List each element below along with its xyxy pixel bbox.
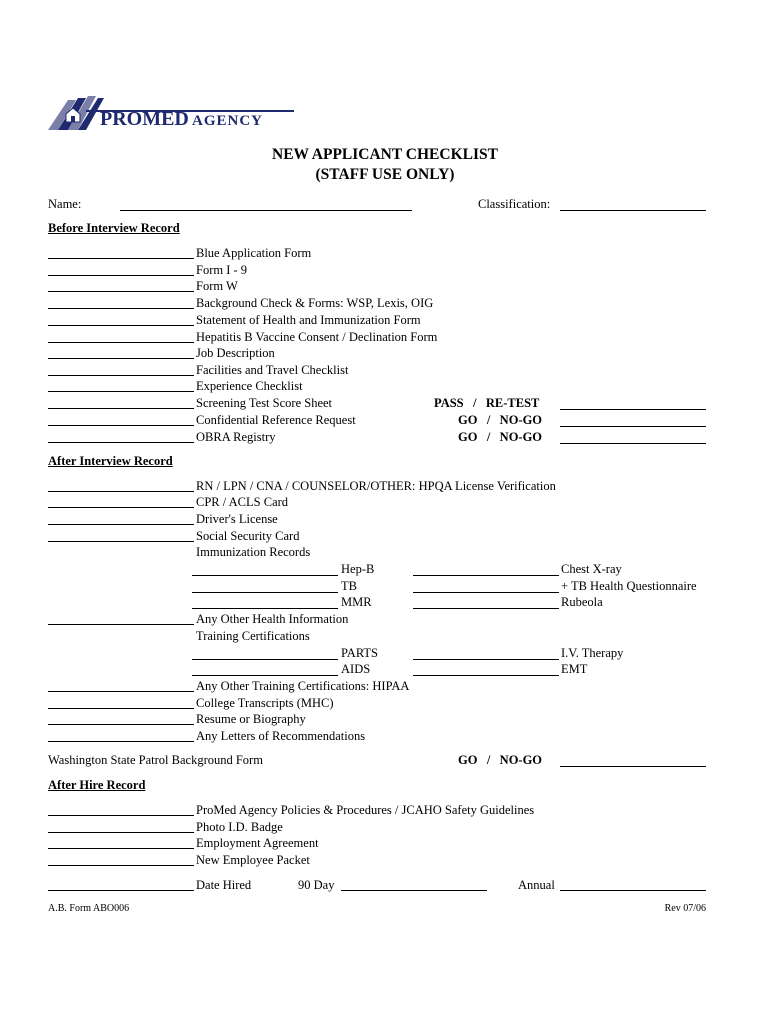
list-item: College Transcripts (MHC) — [0, 696, 770, 713]
checkbox-line[interactable] — [48, 358, 194, 359]
list-item: Screening Test Score Sheet — [0, 396, 770, 413]
iv-therapy-field[interactable] — [413, 659, 559, 660]
list-item: Resume or Biography — [0, 712, 770, 729]
list-item: Blue Application Form — [0, 246, 770, 263]
list-item: Any Letters of Recommendations — [0, 729, 770, 746]
list-item: Statement of Health and Immunization Form — [0, 313, 770, 330]
immunization-records-label: Immunization Records — [196, 545, 311, 559]
name-label: Name: — [48, 197, 82, 211]
checkbox-line[interactable] — [48, 291, 194, 292]
checkbox-line[interactable] — [48, 848, 194, 849]
checkbox-line[interactable] — [48, 524, 194, 525]
emt-label: EMT — [561, 662, 588, 676]
checkbox-line[interactable] — [48, 408, 194, 409]
checkbox-line[interactable] — [48, 308, 194, 309]
before-interview-heading: Before Interview Record — [48, 221, 180, 235]
chest-xray-field[interactable] — [413, 575, 559, 576]
chest-xray-label: Chest X-ray — [561, 562, 622, 576]
checkbox-line[interactable] — [48, 325, 194, 326]
checkbox-line[interactable] — [48, 342, 194, 343]
parts-field[interactable] — [192, 659, 338, 660]
list-item: Any Other Training Certifications: HIPAA — [0, 679, 770, 696]
go-nogo-label: GO / NO-GO — [458, 430, 543, 444]
mmr-field[interactable] — [192, 608, 338, 609]
emt-field[interactable] — [413, 675, 559, 676]
checkbox-line[interactable] — [48, 691, 194, 692]
promed-logo — [46, 94, 296, 132]
list-item: ProMed Agency Policies & Procedures / JCAHO Safety Guidelines — [0, 803, 770, 820]
annual-label: Annual — [518, 878, 555, 892]
list-item: Form I - 9 — [0, 263, 770, 280]
name-field[interactable] — [120, 210, 412, 211]
rubeola-field[interactable] — [413, 608, 559, 609]
after-hire-heading: After Hire Record — [48, 778, 146, 792]
list-item: Form W — [0, 279, 770, 296]
checkbox-line[interactable] — [48, 832, 194, 833]
pass-retest-field[interactable] — [560, 409, 706, 410]
list-item: Hepatitis B Vaccine Consent / Declination Form — [0, 330, 770, 347]
training-certifications-label: Training Certifications — [196, 629, 310, 643]
list-item: Facilities and Travel Checklist — [0, 363, 770, 380]
checkbox-line[interactable] — [48, 624, 194, 625]
checkbox-line[interactable] — [48, 541, 194, 542]
go-nogo-field[interactable] — [560, 443, 706, 444]
checkbox-line[interactable] — [48, 865, 194, 866]
form-id: A.B. Form ABO006 — [48, 903, 130, 914]
checkbox-line[interactable] — [48, 741, 194, 742]
list-item: Social Security Card — [0, 529, 770, 546]
list-item: RN / LPN / CNA / COUNSELOR/OTHER: HPQA License Verification — [0, 479, 770, 496]
go-nogo-label: GO / NO-GO — [458, 413, 543, 427]
date-hired-row: Date Hired — [0, 878, 770, 895]
logo-pro: PRO — [100, 108, 143, 130]
checkbox-line[interactable] — [48, 815, 194, 816]
list-item: Photo I.D. Badge — [0, 820, 770, 837]
checkbox-line[interactable] — [48, 491, 194, 492]
checkbox-line[interactable] — [48, 442, 194, 443]
checkbox-line[interactable] — [48, 275, 194, 276]
wsp-go-nogo-label: GO / NO-GO — [458, 753, 543, 767]
list-item: OBRA Registry — [0, 430, 770, 447]
iv-therapy-label: I.V. Therapy — [561, 646, 624, 660]
hepb-field[interactable] — [192, 575, 338, 576]
go-nogo-field[interactable] — [560, 426, 706, 427]
tb-questionnaire-field[interactable] — [413, 592, 559, 593]
aids-field[interactable] — [192, 675, 338, 676]
page-title: NEW APPLICANT CHECKLIST — [272, 146, 498, 163]
rubeola-label: Rubeola — [561, 595, 603, 609]
logo-med: MED — [142, 108, 189, 130]
list-item: Experience Checklist — [0, 379, 770, 396]
tb-questionnaire-label: + TB Health Questionnaire — [561, 579, 697, 593]
page-subtitle: (STAFF USE ONLY) — [315, 166, 455, 183]
logo-agency: AGENCY — [192, 113, 264, 129]
list-item: Driver's License — [0, 512, 770, 529]
checkbox-line[interactable] — [48, 708, 194, 709]
annual-field[interactable] — [560, 890, 706, 891]
classification-label: Classification: — [478, 197, 551, 211]
checkbox-line[interactable] — [48, 375, 194, 376]
tb-field[interactable] — [192, 592, 338, 593]
list-item: Employment Agreement — [0, 836, 770, 853]
list-item: Confidential Reference Request — [0, 413, 770, 430]
list-item: New Employee Packet — [0, 853, 770, 870]
checkbox-line[interactable] — [48, 258, 194, 259]
checkbox-line[interactable] — [48, 724, 194, 725]
list-item: Any Other Health Information — [0, 612, 770, 629]
after-interview-heading: After Interview Record — [48, 454, 173, 468]
list-item: Background Check & Forms: WSP, Lexis, OIG — [0, 296, 770, 313]
mmr-label: MMR — [341, 595, 372, 609]
checkbox-line[interactable] — [48, 507, 194, 508]
list-item: CPR / ACLS Card — [0, 495, 770, 512]
pass-retest-label: PASS / RE-TEST — [434, 396, 540, 410]
ninety-day-field[interactable] — [341, 890, 487, 891]
parts-label: PARTS — [341, 646, 379, 660]
list-item: Job Description — [0, 346, 770, 363]
date-hired-field[interactable] — [48, 890, 194, 891]
checkbox-line[interactable] — [48, 425, 194, 426]
checkbox-line[interactable] — [48, 391, 194, 392]
classification-field[interactable] — [560, 210, 706, 211]
ninety-day-label: 90 Day — [298, 878, 335, 892]
revision: Rev 07/06 — [664, 903, 706, 914]
hepb-label: Hep-B — [341, 562, 375, 576]
aids-label: AIDS — [341, 662, 371, 676]
tb-label: TB — [341, 579, 357, 593]
wsp-background-label: Washington State Patrol Background Form — [48, 753, 263, 767]
wsp-go-nogo-field[interactable] — [560, 766, 706, 767]
